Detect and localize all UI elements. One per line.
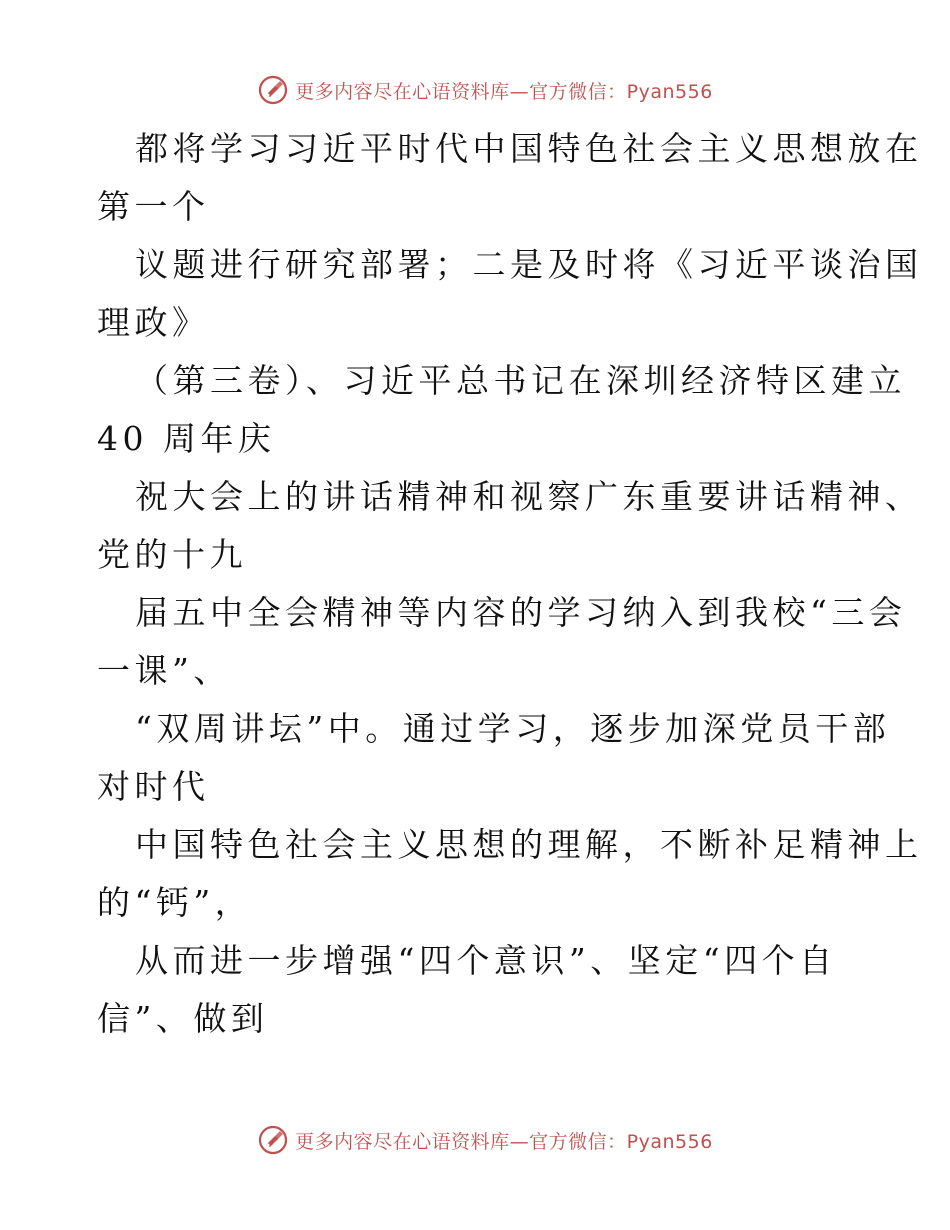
text-line: 40 周年庆 [97,419,276,458]
header-watermark [0,70,950,110]
watermark-text: 更多内容尽在心语资料库—官方微信：Pyan556 [295,1130,713,1153]
text-line: 党的十九 [97,535,247,574]
text-line: 议题进行研究部署；二是及时将《习近平谈治国 [135,245,923,284]
text-line: 届五中全会精神等内容的学习纳入到我校“三会 [135,593,907,632]
text-line: “双周讲坛”中。通过学习，逐步加深党员干部 [135,709,891,748]
text-line: 祝大会上的讲话精神和视察广东重要讲话精神、 [135,477,923,516]
text-line: 对时代 [97,767,210,806]
text-line: 第一个 [97,187,210,226]
text-line: 信”、做到 [97,999,269,1038]
watermark-text: 更多内容尽在心语资料库—官方微信：Pyan556 [295,80,713,103]
text-line: 从而进一步增强“四个意识”、坚定“四个自 [135,941,837,980]
document-body [97,120,923,1048]
text-line: 的“钙”， [97,883,253,922]
pen-logo-icon [257,74,289,106]
text-line: 中国特色社会主义思想的理解，不断补足精神上 [135,825,923,864]
pen-logo-icon [257,1124,289,1156]
text-line: 都将学习习近平时代中国特色社会主义思想放在 [135,129,923,168]
text-line: 理政》 [97,303,210,342]
text-line: （第三卷）、习近平总书记在深圳经济特区建立 [135,361,906,400]
text-line: 一课”、 [97,651,231,690]
footer-watermark [0,1120,950,1160]
